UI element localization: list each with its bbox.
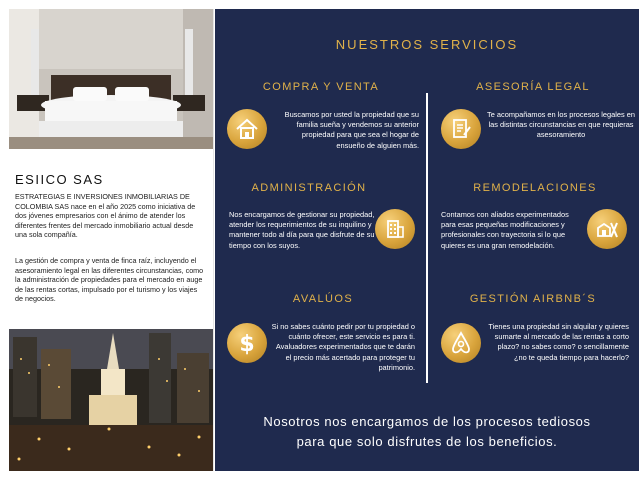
service-title-avaluos: AVALÚOS: [292, 293, 354, 305]
service-text-gestion-airbnb: Tienes una propiedad sin alquilar y quieres sumarte al mercado de las rentas a corto plazo? no sabes como? o sencillamente ¿no te queda tiempo para hacerlo?: [488, 322, 629, 362]
service-text-administracion: Nos encargamos de gestionar su propiedad, atender los requerimientos de su inquilino y mantener todo al día para que disfrute de su tiempo con los suyos.: [229, 210, 375, 250]
service-text-remodelaciones: Contamos con aliados experimentados para esas pequeñas modificaciones y profesionales con trayectoria si lo que quieres es una gran remodelación.: [441, 210, 569, 250]
document-icon: [441, 109, 481, 149]
company-name: ESIICO SAS: [15, 172, 104, 187]
center-divider: [426, 93, 428, 383]
service-title-asesoria-legal: ASESORÍA LEGAL: [476, 81, 590, 93]
building-icon: [375, 209, 415, 249]
service-text-compra-venta: Buscamos por usted la propiedad que su familia sueña y vendemos su anterior propiedad para que sea el hogar de ensueño de alguien más.: [284, 110, 419, 150]
dollar-icon: [227, 323, 267, 363]
city-photo: [9, 329, 213, 471]
company-services-description: La gestión de compra y venta de finca raíz, incluyendo el asesoramiento legal en las diferentes circunstancias, como la administración de propiedades para el mercado en auge de las rentas cortas, impulsado por el turismo y los viajes de negocios.: [15, 256, 204, 304]
tagline-line-1: Nosotros nos encargamos de los procesos tediosos: [263, 414, 591, 429]
service-title-compra-venta: COMPRA Y VENTA: [262, 81, 380, 93]
company-description: ESTRATEGIAS E INVERSIONES INMOBILIARIAS DE COLOMBIA SAS nace en el año 2025 como iniciativa de dos jóvenes empresarios con el ánimo de atender los diferentes frentes del mercado inmobiliario actual desde una sola compañía.: [15, 192, 196, 240]
service-text-avaluos: Si no sabes cuánto pedir por tu propiedad o cuánto ofrecer, este servicio es para ti. Avaluadores experimentados que te darán el precio más acertado para proteger tu patrimonio.: [271, 322, 415, 372]
tagline: [215, 412, 639, 452]
bedroom-photo: [9, 9, 213, 149]
service-text-asesoria-legal: Te acompañamos en los procesos legales en las distintas circunstancias en que requieras asesoramiento: [487, 110, 635, 140]
svg-text:$: $: [239, 332, 255, 356]
house-icon: [227, 109, 267, 149]
service-title-remodelaciones: REMODELACIONES: [473, 182, 597, 194]
left-panel: [9, 9, 214, 471]
service-title-gestion-airbnb: GESTIÓN AIRBNB´S: [469, 293, 597, 305]
service-title-administracion: ADMINISTRACIÓN: [251, 182, 367, 194]
tools-icon: [587, 209, 627, 249]
services-panel: [215, 9, 639, 471]
services-title: NUESTROS SERVICIOS: [335, 37, 519, 52]
airbnb-icon: [441, 323, 481, 363]
tagline-line-2: para que solo disfrutes de los beneficios.: [296, 434, 558, 449]
